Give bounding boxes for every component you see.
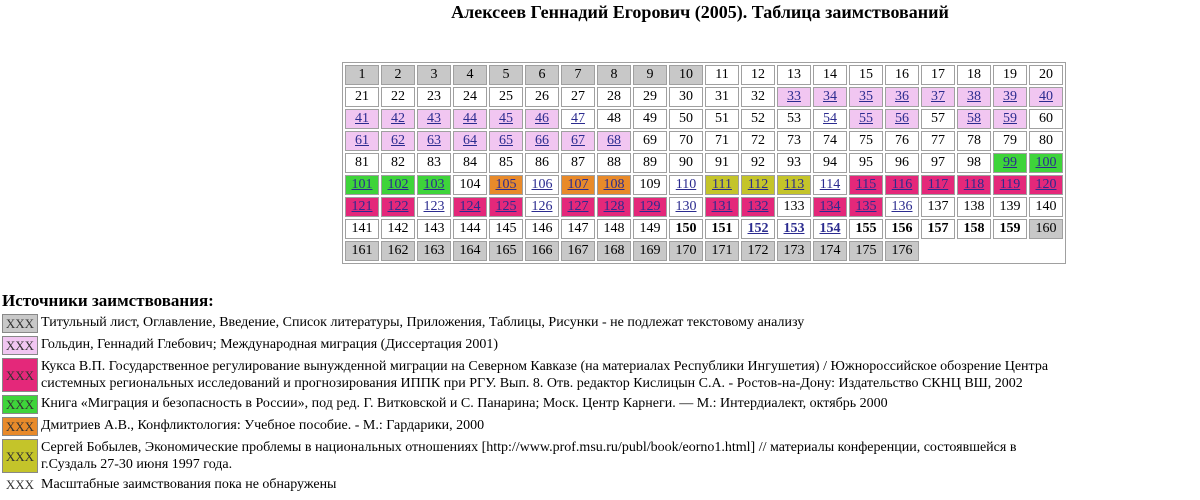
page-link[interactable]: 102 (387, 177, 409, 192)
page-cell: 17 (921, 65, 955, 85)
page-cell: 168 (597, 241, 631, 261)
page-cell: 165 (489, 241, 523, 261)
page-cell: 175 (849, 241, 883, 261)
page-title: Алексеев Геннадий Егорович (2005). Таблица заимствований (451, 2, 949, 22)
page-cell: 163 (417, 241, 451, 261)
page-link[interactable]: 67 (571, 133, 585, 148)
legend-text-line: Дмитриев А.В., Конфликтология: Учебное пособие. - М.: Гардарики, 2000 (41, 418, 485, 433)
page-cell: 4 (453, 65, 487, 85)
page-link[interactable]: 37 (931, 89, 945, 104)
page-link[interactable]: 116 (891, 177, 913, 192)
table-row (345, 153, 1063, 173)
page-cell: 79 (993, 131, 1027, 151)
page-cell[interactable] (345, 197, 379, 217)
page-cell[interactable] (417, 109, 451, 129)
page-cell[interactable] (381, 175, 415, 195)
page-cell[interactable] (417, 175, 451, 195)
page-cell: 104 (453, 175, 487, 195)
page-link[interactable]: 123 (423, 199, 445, 214)
legend-swatch: XXX (2, 439, 38, 473)
page-cell: 48 (597, 109, 631, 129)
page-cell: 170 (669, 241, 703, 261)
table-row (345, 109, 1063, 129)
table-row (345, 219, 1063, 239)
page-link[interactable]: 41 (355, 111, 369, 126)
page-cell: 172 (741, 241, 775, 261)
page-cell: 88 (597, 153, 631, 173)
legend-text (41, 439, 1198, 473)
page-cell: 49 (633, 109, 667, 129)
page-cell: 19 (993, 65, 1027, 85)
page-cell[interactable] (813, 109, 847, 129)
page-link[interactable]: 40 (1039, 89, 1053, 104)
page-cell: 69 (633, 131, 667, 151)
page-cell[interactable] (921, 175, 955, 195)
page-link[interactable]: 126 (531, 199, 553, 214)
legend-text (41, 336, 1198, 353)
page-cell: 87 (561, 153, 595, 173)
page-link[interactable]: 68 (607, 133, 621, 148)
page-cell[interactable] (705, 175, 739, 195)
page-link[interactable]: 64 (463, 133, 477, 148)
page-cell: 7 (561, 65, 595, 85)
page-cell: 23 (417, 87, 451, 107)
page-cell[interactable] (669, 197, 703, 217)
page-cell: 27 (561, 87, 595, 107)
page-cell: 144 (453, 219, 487, 239)
page-cell: 176 (885, 241, 919, 261)
page-cell: 167 (561, 241, 595, 261)
page-link[interactable]: 128 (603, 199, 625, 214)
legend-text (41, 476, 1198, 493)
page-title-wrap (0, 0, 1200, 30)
page-cell: 78 (957, 131, 991, 151)
page-cell: 94 (813, 153, 847, 173)
page-link[interactable]: 42 (391, 111, 405, 126)
page-cell: 158 (957, 219, 991, 239)
page-link[interactable]: 47 (571, 111, 585, 126)
page-cell: 93 (777, 153, 811, 173)
table-row (345, 131, 1063, 151)
page-link[interactable]: 100 (1035, 155, 1057, 170)
page-link[interactable]: 115 (855, 177, 877, 192)
page-cell: 95 (849, 153, 883, 173)
page-cell: 53 (777, 109, 811, 129)
page-cell[interactable] (597, 175, 631, 195)
legend-item (2, 439, 1198, 473)
page-cell: 15 (849, 65, 883, 85)
legend-item (2, 417, 1198, 436)
page-cell[interactable] (993, 109, 1027, 129)
page-link[interactable]: 110 (675, 177, 697, 192)
page-cell[interactable] (561, 109, 595, 129)
page-cell: 76 (885, 131, 919, 151)
page-cell: 150 (669, 219, 703, 239)
page-cell: 174 (813, 241, 847, 261)
page-cell[interactable] (525, 197, 559, 217)
page-cell: 159 (993, 219, 1027, 239)
page-cell: 31 (705, 87, 739, 107)
legend-text (41, 314, 1198, 331)
page-cell: 71 (705, 131, 739, 151)
page-cell: 149 (633, 219, 667, 239)
legend-swatch: XXX (2, 476, 38, 493)
empty-cell (921, 241, 955, 261)
page-cell[interactable] (1029, 153, 1063, 173)
page-cell[interactable] (1029, 87, 1063, 107)
page-cell: 21 (345, 87, 379, 107)
page-cell[interactable] (453, 131, 487, 151)
page-cell: 73 (777, 131, 811, 151)
page-link[interactable]: 117 (927, 177, 949, 192)
legend-text-line: системных региональных исследований и прогнозирования ИППК при РГУ. Вып. 8. Отв. редактор Кислицын С.А. - Ростов-на-Дону: Издательство СКНЦ ВШ, 2002 (41, 376, 1023, 391)
page-cell: 98 (957, 153, 991, 173)
page-cell: 51 (705, 109, 739, 129)
page-link[interactable]: 111 (712, 177, 732, 192)
page-link[interactable]: 131 (711, 199, 733, 214)
legend-item (2, 314, 1198, 333)
page-link[interactable]: 135 (855, 199, 877, 214)
legend-text-line: г.Суздаль 27-30 июня 1997 года. (41, 457, 233, 472)
page-cell: 133 (777, 197, 811, 217)
page-cell: 30 (669, 87, 703, 107)
page-cell[interactable] (885, 197, 919, 217)
legend-text-line: Кукса В.П. Государственное регулирование вынужденной миграции на Северном Кавказе (на материалах Республики Ингушетия) / Южнороссийское обозрение Центра (41, 359, 1049, 374)
page-cell[interactable] (525, 109, 559, 129)
page-link[interactable]: 154 (819, 221, 841, 236)
page-cell: 10 (669, 65, 703, 85)
page-cell[interactable] (885, 109, 919, 129)
page-link[interactable]: 46 (535, 111, 549, 126)
page-cell: 161 (345, 241, 379, 261)
page-link[interactable]: 130 (675, 199, 697, 214)
page-cell: 169 (633, 241, 667, 261)
page-cell: 74 (813, 131, 847, 151)
page-cell: 22 (381, 87, 415, 107)
page-cell[interactable] (345, 131, 379, 151)
page-link[interactable]: 120 (1035, 177, 1057, 192)
page-cell[interactable] (993, 87, 1027, 107)
page-link[interactable]: 58 (967, 111, 981, 126)
page-link[interactable]: 34 (823, 89, 837, 104)
page-cell: 9 (633, 65, 667, 85)
page-cell: 109 (633, 175, 667, 195)
page-cell[interactable] (561, 175, 595, 195)
page-cell[interactable] (849, 109, 883, 129)
page-link[interactable]: 125 (495, 199, 517, 214)
legend-swatch: XXX (2, 417, 38, 436)
legend-swatch: XXX (2, 358, 38, 392)
page-link[interactable]: 105 (495, 177, 517, 192)
page-cell: 8 (597, 65, 631, 85)
page-cell[interactable] (489, 197, 523, 217)
sources-heading: Источники заимствования: (2, 291, 214, 310)
page-cell: 85 (489, 153, 523, 173)
page-cell[interactable] (885, 175, 919, 195)
table-row (345, 175, 1063, 195)
page-cell[interactable] (957, 87, 991, 107)
page-cell[interactable] (957, 175, 991, 195)
page-cell: 13 (777, 65, 811, 85)
page-cell: 83 (417, 153, 451, 173)
sources-legend (2, 314, 1198, 496)
page-cell: 81 (345, 153, 379, 173)
pages-table-body (345, 65, 1063, 261)
page-cell: 151 (705, 219, 739, 239)
empty-cell (993, 241, 1027, 261)
empty-cell (1029, 241, 1063, 261)
legend-text-line: Масштабные заимствования пока не обнаружены (41, 477, 337, 492)
page-cell[interactable] (561, 197, 595, 217)
page-cell[interactable] (381, 131, 415, 151)
page-cell[interactable] (741, 219, 775, 239)
page-cell: 92 (741, 153, 775, 173)
page-cell: 60 (1029, 109, 1063, 129)
page-cell: 141 (345, 219, 379, 239)
page-link[interactable]: 134 (819, 199, 841, 214)
legend-item (2, 476, 1198, 493)
page-cell: 29 (633, 87, 667, 107)
page-link[interactable]: 36 (895, 89, 909, 104)
page-cell: 32 (741, 87, 775, 107)
page-cell[interactable] (489, 175, 523, 195)
page-cell: 164 (453, 241, 487, 261)
page-cell: 148 (597, 219, 631, 239)
page-cell: 84 (453, 153, 487, 173)
legend-text-line: Титульный лист, Оглавление, Введение, Список литературы, Приложения, Таблицы, Рисунки - не подлежат текстовому анализу (41, 315, 805, 330)
table-row (345, 87, 1063, 107)
page-cell: 173 (777, 241, 811, 261)
page-link[interactable]: 113 (783, 177, 805, 192)
page-cell: 155 (849, 219, 883, 239)
page-link[interactable]: 66 (535, 133, 549, 148)
page-cell: 20 (1029, 65, 1063, 85)
legend-text (41, 417, 1198, 434)
page-link[interactable]: 112 (747, 177, 769, 192)
page-cell[interactable] (669, 175, 703, 195)
page-cell[interactable] (381, 197, 415, 217)
page-link[interactable]: 62 (391, 133, 405, 148)
page-cell[interactable] (597, 197, 631, 217)
legend-item (2, 358, 1198, 392)
page-cell[interactable] (813, 175, 847, 195)
page-link[interactable]: 118 (963, 177, 985, 192)
legend-text (41, 358, 1198, 392)
page-cell: 157 (921, 219, 955, 239)
page-cell: 90 (669, 153, 703, 173)
page-link[interactable]: 56 (895, 111, 909, 126)
page-cell[interactable] (813, 219, 847, 239)
page-cell: 89 (633, 153, 667, 173)
page-cell: 142 (381, 219, 415, 239)
page-link[interactable]: 55 (859, 111, 873, 126)
page-cell[interactable] (345, 109, 379, 129)
page-cell[interactable] (1029, 175, 1063, 195)
legend-text-line: Гольдин, Геннадий Глебович; Международная миграция (Диссертация 2001) (41, 337, 499, 352)
page-cell: 1 (345, 65, 379, 85)
page-link[interactable]: 132 (747, 199, 769, 214)
page-cell[interactable] (489, 109, 523, 129)
page-cell: 25 (489, 87, 523, 107)
page-cell: 137 (921, 197, 955, 217)
page-cell[interactable] (489, 131, 523, 151)
page-link[interactable]: 63 (427, 133, 441, 148)
page-cell: 171 (705, 241, 739, 261)
table-row (345, 65, 1063, 85)
page-link[interactable]: 99 (1003, 155, 1017, 170)
page-cell: 77 (921, 131, 955, 151)
page-cell: 52 (741, 109, 775, 129)
page-cell: 3 (417, 65, 451, 85)
page-cell: 162 (381, 241, 415, 261)
page-cell: 96 (885, 153, 919, 173)
page-cell: 145 (489, 219, 523, 239)
page-cell[interactable] (345, 175, 379, 195)
page-cell[interactable] (453, 109, 487, 129)
page-cell[interactable] (381, 109, 415, 129)
page-cell: 72 (741, 131, 775, 151)
page-cell: 2 (381, 65, 415, 85)
page-link[interactable]: 44 (463, 111, 477, 126)
page-cell: 86 (525, 153, 559, 173)
page-link[interactable]: 43 (427, 111, 441, 126)
pages-table (342, 62, 1066, 264)
page-cell: 26 (525, 87, 559, 107)
legend-item (2, 395, 1198, 414)
page-link[interactable]: 114 (819, 177, 841, 192)
page-link[interactable]: 121 (351, 199, 373, 214)
page-cell: 5 (489, 65, 523, 85)
page-cell: 147 (561, 219, 595, 239)
page-cell: 91 (705, 153, 739, 173)
page-link[interactable]: 33 (787, 89, 801, 104)
legend-text-line: Сергей Бобылев, Экономические проблемы в национальных отношениях [http://www.prof.msu.ru/publ/book/eorno1.html] // материалы конференции, состоявшейся в (41, 440, 1017, 455)
page-link[interactable]: 45 (499, 111, 513, 126)
page-cell: 12 (741, 65, 775, 85)
page-link[interactable]: 122 (387, 199, 409, 214)
page-cell[interactable] (453, 197, 487, 217)
page-cell: 16 (885, 65, 919, 85)
page-link[interactable]: 108 (603, 177, 625, 192)
page-cell[interactable] (849, 175, 883, 195)
page-link[interactable]: 54 (823, 111, 837, 126)
page-link[interactable]: 61 (355, 133, 369, 148)
page-cell[interactable] (813, 197, 847, 217)
page-cell[interactable] (921, 87, 955, 107)
page-cell[interactable] (993, 153, 1027, 173)
page-cell[interactable] (561, 131, 595, 151)
legend-swatch: XXX (2, 395, 38, 414)
page-link[interactable]: 39 (1003, 89, 1017, 104)
page-link[interactable]: 153 (783, 221, 805, 236)
page-link[interactable]: 38 (967, 89, 981, 104)
page-cell: 139 (993, 197, 1027, 217)
legend-swatch: XXX (2, 314, 38, 333)
page-link[interactable]: 35 (859, 89, 873, 104)
legend-item (2, 336, 1198, 355)
page-link[interactable]: 101 (351, 177, 373, 192)
legend-swatch: XXX (2, 336, 38, 355)
page-cell: 14 (813, 65, 847, 85)
page-cell: 18 (957, 65, 991, 85)
page-cell[interactable] (849, 87, 883, 107)
page-cell[interactable] (525, 175, 559, 195)
page-cell[interactable] (705, 197, 739, 217)
page-cell: 24 (453, 87, 487, 107)
page-cell[interactable] (885, 87, 919, 107)
page-cell[interactable] (741, 197, 775, 217)
page-cell[interactable] (957, 109, 991, 129)
page-cell[interactable] (525, 131, 559, 151)
page-cell: 166 (525, 241, 559, 261)
page-cell: 97 (921, 153, 955, 173)
page-cell: 70 (669, 131, 703, 151)
legend-text-line: Книга «Миграция и безопасность в России», под ред. Г. Витковской и С. Панарина; Моск. Центр Карнеги. — М.: Интердиалект, октябрь 2000 (41, 396, 888, 411)
empty-cell (957, 241, 991, 261)
page-cell[interactable] (777, 175, 811, 195)
page-link[interactable]: 119 (999, 177, 1021, 192)
table-row (345, 241, 1063, 261)
page-cell[interactable] (813, 87, 847, 107)
page-cell: 146 (525, 219, 559, 239)
page-cell[interactable] (741, 175, 775, 195)
page-link[interactable]: 107 (567, 177, 589, 192)
page-cell: 138 (957, 197, 991, 217)
page-cell[interactable] (633, 197, 667, 217)
page-cell: 75 (849, 131, 883, 151)
legend-text (41, 395, 1198, 412)
page-cell: 11 (705, 65, 739, 85)
page-cell: 82 (381, 153, 415, 173)
page-cell[interactable] (777, 87, 811, 107)
page-cell[interactable] (777, 219, 811, 239)
page-cell: 80 (1029, 131, 1063, 151)
page-link[interactable]: 106 (531, 177, 553, 192)
page-link[interactable]: 129 (639, 199, 661, 214)
page-link[interactable]: 136 (891, 199, 913, 214)
page-link[interactable]: 127 (567, 199, 589, 214)
page-cell: 156 (885, 219, 919, 239)
page-link[interactable]: 124 (459, 199, 481, 214)
page-cell: 57 (921, 109, 955, 129)
page-cell: 140 (1029, 197, 1063, 217)
page-link[interactable]: 65 (499, 133, 513, 148)
page-cell: 6 (525, 65, 559, 85)
page-cell: 160 (1029, 219, 1063, 239)
page-cell: 143 (417, 219, 451, 239)
page-cell[interactable] (597, 131, 631, 151)
page-link[interactable]: 59 (1003, 111, 1017, 126)
page-cell[interactable] (993, 175, 1027, 195)
table-row (345, 197, 1063, 217)
page-cell: 28 (597, 87, 631, 107)
page-cell[interactable] (849, 197, 883, 217)
page-cell: 50 (669, 109, 703, 129)
page-link[interactable]: 103 (423, 177, 445, 192)
page-link[interactable]: 152 (747, 221, 769, 236)
page-cell[interactable] (417, 197, 451, 217)
page-cell[interactable] (417, 131, 451, 151)
